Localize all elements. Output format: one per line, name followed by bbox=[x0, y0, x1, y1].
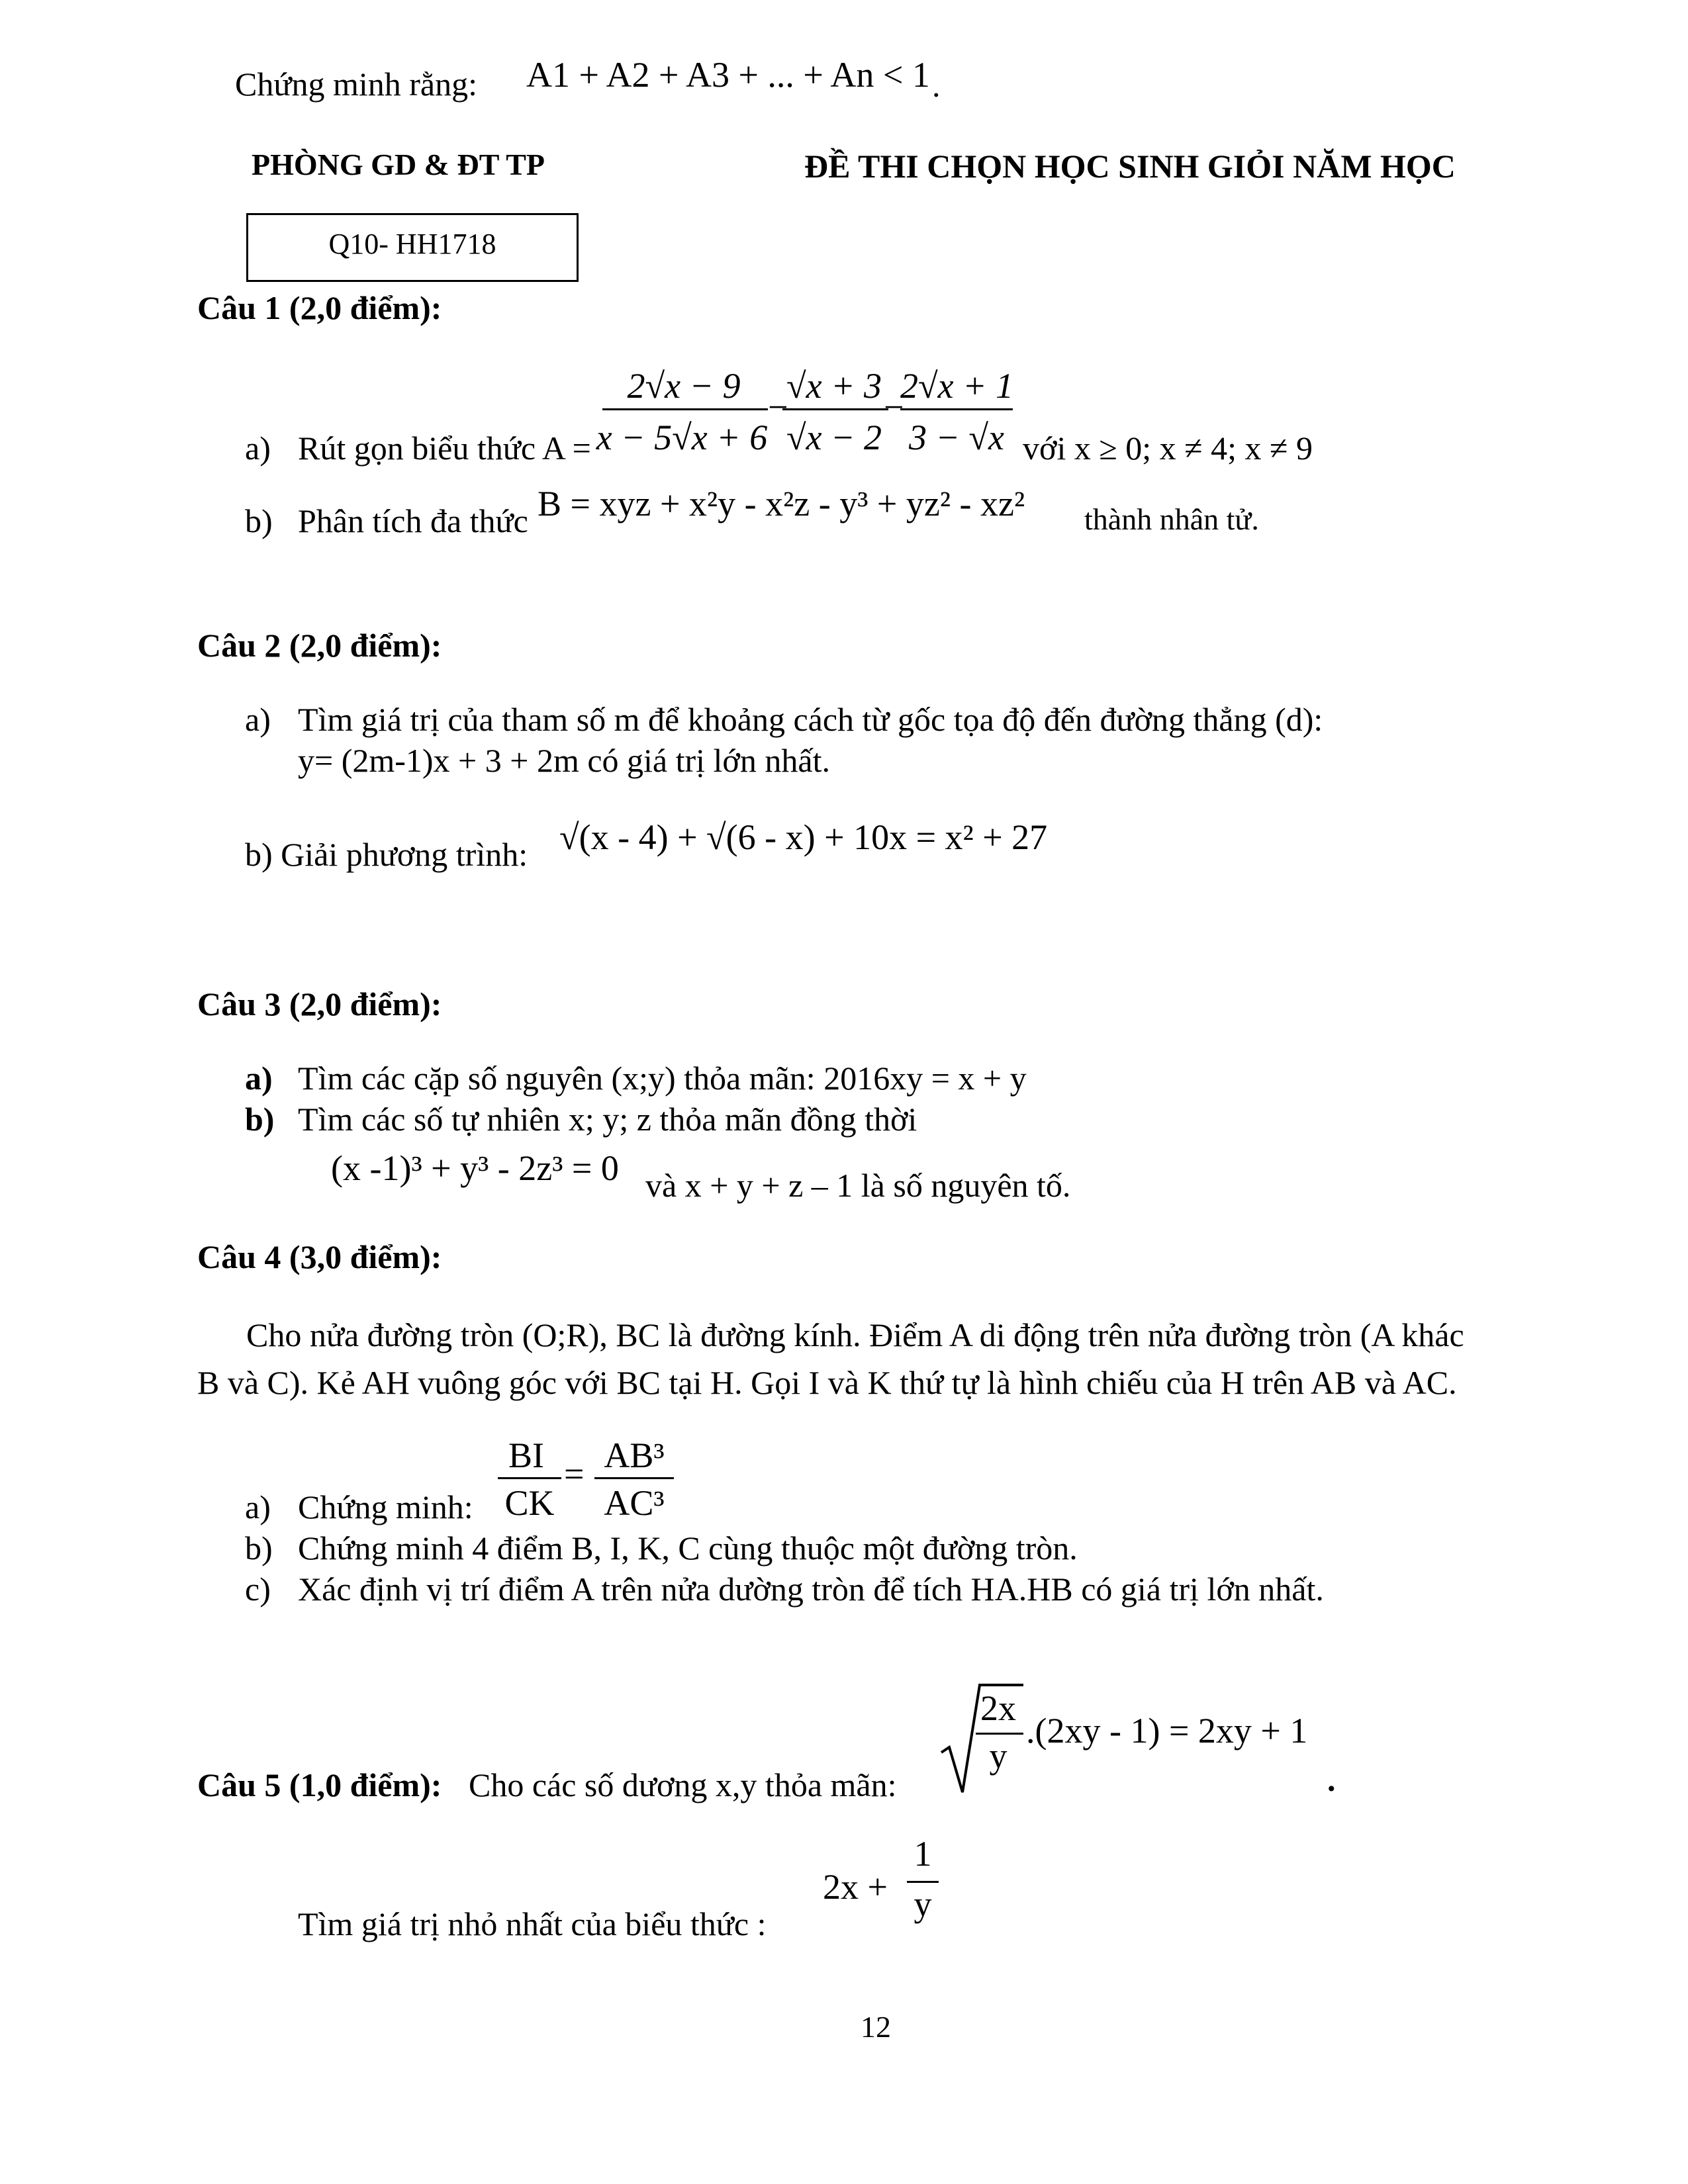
q4a-left-numerator: BI bbox=[508, 1435, 544, 1475]
q5-expression-tail: .(2xy - 1) = 2xy + 1 bbox=[1026, 1711, 1308, 1751]
q1b-text: Phân tích đa thức bbox=[298, 502, 528, 539]
exam-code-box bbox=[246, 213, 579, 282]
q1a-minus-2: − bbox=[884, 387, 904, 427]
q1a-frac3-bar bbox=[900, 408, 1013, 410]
prove-end-dot: . bbox=[932, 67, 941, 104]
q4c-text: Xác định vị trí điểm A trên nửa dường tròn để tích HA.HB có giá trị lớn nhất. bbox=[298, 1570, 1324, 1608]
q3b-tail: và x + y + z – 1 là số nguyên tố. bbox=[645, 1167, 1071, 1204]
q4c-label: c) bbox=[245, 1570, 271, 1608]
header-right: ĐỀ THI CHỌN HỌC SINH GIỎI NĂM HỌC bbox=[804, 148, 1456, 185]
q4a-right-bar bbox=[594, 1477, 674, 1479]
question-5-title: Câu 5 (1,0 điểm): bbox=[197, 1766, 442, 1803]
question-4-title: Câu 4 (3,0 điểm): bbox=[197, 1238, 442, 1275]
q5-expr2-bar bbox=[907, 1881, 939, 1883]
q3a-text: Tìm các cặp số nguyên (x;y) thỏa mãn: 2016xy = x + y bbox=[298, 1060, 1027, 1097]
question-2-title: Câu 2 (2,0 điểm): bbox=[197, 627, 442, 664]
q5-expr2-numerator: 1 bbox=[914, 1834, 932, 1874]
q1a-minus-1: − bbox=[768, 387, 788, 427]
q1a-frac1-denominator: x − 5√x + 6 bbox=[596, 418, 768, 457]
q2b-text: b) Giải phương trình: bbox=[245, 836, 528, 873]
q5-radicand-numerator: 2x bbox=[980, 1688, 1016, 1728]
q1a-frac2-denominator: √x − 2 bbox=[786, 418, 882, 457]
q5-expr2-denominator: y bbox=[914, 1884, 932, 1924]
q1a-frac1-bar bbox=[602, 408, 768, 410]
q2a-label: a) bbox=[245, 701, 271, 738]
q4a-right-numerator: AB³ bbox=[604, 1435, 665, 1475]
q4-paragraph-line2: B và C). Kẻ AH vuông góc với BC tại H. Gọi I và K thứ tự là hình chiếu của H trên AB và AC. bbox=[197, 1364, 1457, 1401]
q3b-expression: (x -1)³ + y³ - 2z³ = 0 bbox=[331, 1148, 619, 1188]
q4-paragraph-line1: Cho nửa đường tròn (O;R), BC là đường kính. Điểm A di động trên nửa đường tròn (A khác bbox=[246, 1316, 1464, 1353]
q4b-label: b) bbox=[245, 1529, 273, 1567]
q1a-frac1-numerator: 2√x − 9 bbox=[627, 366, 741, 406]
q1a-condition: với x ≥ 0; x ≠ 4; x ≠ 9 bbox=[1023, 430, 1313, 467]
question-3-title: Câu 3 (2,0 điểm): bbox=[197, 985, 442, 1023]
q1a-frac3-numerator: 2√x + 1 bbox=[900, 366, 1014, 406]
q2b-expression: √(x - 4) + √(6 - x) + 10x = x² + 27 bbox=[559, 817, 1048, 857]
q4a-label: a) bbox=[245, 1488, 271, 1525]
prove-expression-text: A1 + A2 + A3 + ... + An < 1 bbox=[526, 55, 930, 95]
q1a-frac2-numerator: √x + 3 bbox=[786, 366, 882, 406]
prove-label: Chứng minh rằng: bbox=[235, 66, 477, 103]
q1b-expression: B = xyz + x²y - x²z - y³ + yz² - xz² bbox=[538, 484, 1025, 523]
header-left: PHÒNG GD & ĐT TP bbox=[252, 148, 545, 181]
q1a-label: a) bbox=[245, 430, 271, 467]
q3b-label: b) bbox=[245, 1101, 275, 1138]
q1a-text: Rút gọn biểu thức A = bbox=[298, 430, 591, 467]
q4a-text: Chứng minh: bbox=[298, 1488, 473, 1525]
question-1-title: Câu 1 (2,0 điểm): bbox=[197, 289, 442, 326]
q3a-label: a) bbox=[245, 1060, 273, 1097]
q4b-text: Chứng minh 4 điểm B, I, K, C cùng thuộc một đường tròn. bbox=[298, 1529, 1078, 1567]
q4a-left-denominator: CK bbox=[504, 1483, 555, 1523]
q1a-frac2-bar bbox=[782, 408, 888, 410]
q5-end-dot: . bbox=[1327, 1761, 1336, 1798]
q1a-frac3-denominator: 3 − √x bbox=[908, 418, 1005, 457]
exam-code: Q10- HH1718 bbox=[328, 228, 496, 260]
q1b-label: b) bbox=[245, 502, 273, 539]
q5-radicand-denominator: y bbox=[989, 1736, 1008, 1776]
q5-expr2-lead: 2x + bbox=[823, 1867, 888, 1907]
q4a-left-bar bbox=[498, 1477, 561, 1479]
q2a-line1: Tìm giá trị của tham số m để khoảng cách từ gốc tọa độ đến đường thẳng (d): bbox=[298, 701, 1323, 738]
q5-text: Cho các số dương x,y thỏa mãn: bbox=[469, 1766, 897, 1803]
prove-expression bbox=[526, 54, 930, 95]
q2a-line2: y= (2m-1)x + 3 + 2m có giá trị lớn nhất. bbox=[298, 742, 830, 779]
page-number: 12 bbox=[861, 2010, 891, 2044]
q5-line2: Tìm giá trị nhỏ nhất của biểu thức : bbox=[298, 1905, 767, 1942]
q5-radicand-bar bbox=[976, 1733, 1023, 1735]
q4a-right-denominator: AC³ bbox=[604, 1483, 665, 1523]
q4a-equals: = bbox=[564, 1454, 585, 1494]
q3b-text: Tìm các số tự nhiên x; y; z thỏa mãn đồng thời bbox=[298, 1101, 917, 1138]
q1b-tail: thành nhân tử. bbox=[1084, 502, 1259, 536]
